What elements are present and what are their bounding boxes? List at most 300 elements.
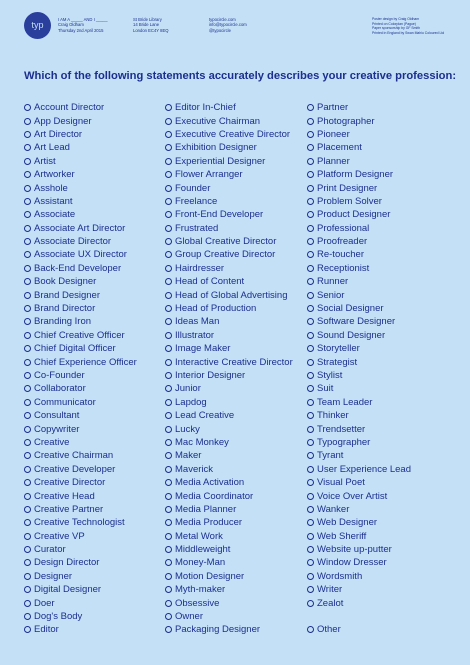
option-item[interactable] — [165, 342, 293, 355]
option-item[interactable] — [307, 530, 411, 543]
radio-circle-icon[interactable] — [24, 171, 31, 178]
header-venue-address — [133, 17, 169, 33]
radio-circle-icon[interactable] — [307, 479, 314, 486]
option-item[interactable] — [307, 168, 411, 181]
option-item[interactable] — [165, 396, 293, 409]
radio-circle-icon[interactable] — [165, 318, 172, 325]
radio-circle-icon[interactable] — [307, 144, 314, 151]
option-label: Runner — [317, 276, 349, 288]
option-item[interactable] — [165, 409, 293, 422]
option-item[interactable] — [24, 422, 137, 435]
radio-circle-icon[interactable] — [165, 198, 172, 205]
radio-circle-icon[interactable] — [307, 225, 314, 232]
radio-circle-icon[interactable] — [165, 533, 172, 540]
radio-circle-icon[interactable] — [165, 278, 172, 285]
radio-circle-icon[interactable] — [165, 466, 172, 473]
radio-circle-icon[interactable] — [24, 399, 31, 406]
radio-circle-icon[interactable] — [24, 466, 31, 473]
option-item[interactable] — [165, 436, 293, 449]
option-item[interactable] — [307, 302, 411, 315]
option-item[interactable] — [24, 155, 137, 168]
option-item[interactable] — [165, 503, 293, 516]
radio-circle-icon[interactable] — [165, 144, 172, 151]
radio-circle-icon[interactable] — [165, 345, 172, 352]
option-item[interactable] — [165, 476, 293, 489]
option-item[interactable] — [307, 248, 411, 261]
option-item[interactable] — [165, 489, 293, 502]
option-label: Asshole — [34, 182, 68, 194]
option-item[interactable] — [24, 315, 137, 328]
option-label: Associate — [34, 209, 76, 221]
radio-circle-icon[interactable] — [165, 332, 172, 339]
option-item[interactable] — [165, 155, 293, 168]
option-item[interactable] — [24, 396, 137, 409]
option-label: Creative Partner — [34, 503, 104, 515]
radio-circle-icon[interactable] — [165, 225, 172, 232]
option-item[interactable] — [165, 101, 293, 114]
radio-circle-icon[interactable] — [24, 479, 31, 486]
option-item[interactable] — [307, 262, 411, 275]
option-item[interactable] — [24, 114, 137, 127]
radio-circle-icon[interactable] — [165, 613, 172, 620]
option-item[interactable] — [307, 409, 411, 422]
radio-circle-icon[interactable] — [165, 305, 172, 312]
radio-circle-icon[interactable] — [24, 332, 31, 339]
option-item[interactable] — [307, 235, 411, 248]
radio-circle-icon[interactable] — [24, 372, 31, 379]
option-label: Chief Creative Officer — [34, 329, 125, 341]
option-label: Head of Content — [175, 276, 245, 288]
radio-circle-icon[interactable] — [24, 385, 31, 392]
radio-circle-icon[interactable] — [307, 493, 314, 500]
radio-circle-icon[interactable] — [307, 318, 314, 325]
option-label: Packaging Designer — [175, 624, 261, 636]
option-item[interactable] — [307, 181, 411, 194]
option-label: Senior — [317, 289, 345, 301]
header-line: typocircle.com — [209, 17, 236, 22]
option-item[interactable] — [165, 449, 293, 462]
option-item[interactable] — [165, 288, 293, 301]
option-label: Group Creative Director — [175, 249, 276, 261]
option-item[interactable] — [24, 489, 137, 502]
option-label: Pioneer — [317, 128, 350, 140]
option-item[interactable] — [165, 302, 293, 315]
radio-circle-icon[interactable] — [307, 533, 314, 540]
option-label: Media Producer — [175, 517, 243, 529]
radio-circle-icon[interactable] — [307, 265, 314, 272]
option-item[interactable] — [307, 503, 411, 516]
option-item[interactable] — [165, 530, 293, 543]
radio-circle-icon[interactable] — [165, 359, 172, 366]
header-line: St Bride Library — [133, 17, 162, 22]
option-label: Print Designer — [317, 182, 378, 194]
radio-circle-icon[interactable] — [165, 426, 172, 433]
option-item[interactable] — [307, 422, 411, 435]
option-label: Social Designer — [317, 303, 384, 315]
radio-circle-icon[interactable] — [307, 118, 314, 125]
option-label: Editor In-Chief — [175, 102, 236, 114]
option-label: Lead Creative — [175, 410, 235, 422]
radio-circle-icon[interactable] — [307, 426, 314, 433]
radio-circle-icon[interactable] — [307, 586, 314, 593]
options-column-2 — [165, 101, 293, 637]
option-item[interactable] — [24, 342, 137, 355]
option-item[interactable] — [165, 195, 293, 208]
radio-circle-icon[interactable] — [307, 399, 314, 406]
option-item[interactable] — [24, 222, 137, 235]
option-label: Junior — [175, 383, 201, 395]
radio-circle-icon[interactable] — [165, 131, 172, 138]
option-item[interactable] — [165, 422, 293, 435]
header-event-info — [58, 17, 108, 33]
option-item[interactable] — [165, 382, 293, 395]
radio-circle-icon[interactable] — [165, 185, 172, 192]
radio-circle-icon[interactable] — [307, 372, 314, 379]
option-label: Team Leader — [317, 396, 373, 408]
radio-circle-icon[interactable] — [24, 426, 31, 433]
option-item[interactable] — [165, 275, 293, 288]
option-item[interactable] — [165, 315, 293, 328]
option-item[interactable] — [307, 114, 411, 127]
radio-circle-icon[interactable] — [307, 332, 314, 339]
radio-circle-icon[interactable] — [165, 265, 172, 272]
radio-circle-icon[interactable] — [307, 185, 314, 192]
option-item[interactable] — [24, 369, 137, 382]
option-item[interactable] — [165, 262, 293, 275]
header-contact — [209, 17, 247, 33]
radio-circle-icon[interactable] — [24, 506, 31, 513]
radio-circle-icon[interactable] — [165, 600, 172, 607]
option-item[interactable] — [165, 141, 293, 154]
radio-circle-icon[interactable] — [307, 131, 314, 138]
option-item[interactable] — [24, 409, 137, 422]
option-item[interactable] — [307, 101, 411, 114]
radio-circle-icon[interactable] — [165, 479, 172, 486]
option-item[interactable] — [307, 556, 411, 569]
radio-circle-icon[interactable] — [307, 359, 314, 366]
option-label: Web Designer — [317, 517, 378, 529]
option-item[interactable] — [307, 543, 411, 556]
option-item[interactable] — [24, 610, 137, 623]
option-item[interactable] — [24, 141, 137, 154]
option-label: Maverick — [175, 463, 214, 475]
option-label: Illustrator — [175, 329, 215, 341]
option-item[interactable] — [165, 235, 293, 248]
option-item[interactable] — [165, 369, 293, 382]
option-item[interactable] — [307, 436, 411, 449]
option-item[interactable] — [307, 275, 411, 288]
option-label: Wanker — [317, 503, 350, 515]
option-item[interactable] — [307, 155, 411, 168]
radio-circle-icon[interactable] — [24, 278, 31, 285]
option-label: Art Lead — [34, 142, 70, 154]
option-item[interactable] — [307, 596, 411, 609]
radio-circle-icon[interactable] — [307, 305, 314, 312]
option-item[interactable] — [165, 181, 293, 194]
option-label: Software Designer — [317, 316, 396, 328]
question-heading: Which of the following statements accurately describes your creative profession: — [24, 70, 457, 82]
radio-circle-icon[interactable] — [165, 573, 172, 580]
radio-circle-icon[interactable] — [24, 533, 31, 540]
radio-circle-icon[interactable] — [307, 559, 314, 566]
radio-circle-icon[interactable] — [24, 158, 31, 165]
radio-circle-icon[interactable] — [165, 171, 172, 178]
option-item-other[interactable] — [307, 623, 411, 636]
radio-circle-icon[interactable] — [307, 412, 314, 419]
header-line: Printed on Colorplan (Pague) — [372, 21, 416, 26]
option-label: Myth-maker — [175, 584, 226, 596]
radio-circle-icon[interactable] — [165, 586, 172, 593]
radio-circle-icon[interactable] — [24, 600, 31, 607]
option-item[interactable] — [165, 248, 293, 261]
option-label: Problem Solver — [317, 195, 382, 207]
radio-circle-icon[interactable] — [307, 519, 314, 526]
radio-circle-icon[interactable] — [307, 198, 314, 205]
radio-circle-icon[interactable] — [24, 318, 31, 325]
radio-circle-icon[interactable] — [307, 251, 314, 258]
option-item[interactable] — [165, 543, 293, 556]
radio-circle-icon[interactable] — [307, 238, 314, 245]
radio-circle-icon[interactable] — [307, 600, 314, 607]
radio-circle-icon[interactable] — [24, 586, 31, 593]
option-label: Consultant — [34, 410, 80, 422]
option-item[interactable] — [307, 128, 411, 141]
option-item[interactable] — [307, 489, 411, 502]
option-item[interactable] — [307, 342, 411, 355]
radio-circle-icon[interactable] — [24, 573, 31, 580]
typocircle-logo: typ — [24, 12, 51, 39]
radio-circle-icon[interactable] — [24, 546, 31, 553]
option-item[interactable] — [24, 275, 137, 288]
radio-circle-icon[interactable] — [24, 345, 31, 352]
option-item[interactable] — [24, 355, 137, 368]
option-item[interactable] — [24, 235, 137, 248]
option-item[interactable] — [307, 396, 411, 409]
option-item[interactable] — [307, 222, 411, 235]
option-item[interactable] — [24, 530, 137, 543]
radio-circle-icon[interactable] — [307, 278, 314, 285]
radio-circle-icon[interactable] — [24, 519, 31, 526]
radio-circle-icon[interactable] — [165, 452, 172, 459]
option-label: Art Director — [34, 128, 83, 140]
option-item[interactable] — [24, 436, 137, 449]
radio-circle-icon[interactable] — [165, 158, 172, 165]
option-label: Creative Director — [34, 477, 106, 489]
option-label: Window Dresser — [317, 557, 387, 569]
option-item[interactable] — [165, 610, 293, 623]
option-label: Suit — [317, 383, 334, 395]
option-item[interactable] — [165, 623, 293, 636]
radio-circle-icon[interactable] — [24, 452, 31, 459]
option-item[interactable] — [307, 355, 411, 368]
option-label: Re-toucher — [317, 249, 364, 261]
radio-circle-icon[interactable] — [307, 385, 314, 392]
radio-circle-icon[interactable] — [24, 292, 31, 299]
radio-circle-icon[interactable] — [24, 185, 31, 192]
radio-circle-icon[interactable] — [24, 439, 31, 446]
option-item[interactable] — [24, 476, 137, 489]
radio-circle-icon[interactable] — [24, 613, 31, 620]
option-item[interactable] — [24, 623, 137, 636]
option-label: Wordsmith — [317, 570, 363, 582]
radio-circle-icon[interactable] — [307, 452, 314, 459]
radio-circle-icon[interactable] — [165, 211, 172, 218]
radio-circle-icon[interactable] — [165, 626, 172, 633]
option-item[interactable] — [24, 262, 137, 275]
option-item[interactable] — [165, 570, 293, 583]
option-item[interactable] — [307, 195, 411, 208]
option-label: Tyrant — [317, 450, 344, 462]
radio-circle-icon[interactable] — [165, 104, 172, 111]
radio-circle-icon[interactable] — [307, 506, 314, 513]
radio-circle-icon[interactable] — [24, 626, 31, 633]
radio-circle-icon[interactable] — [165, 546, 172, 553]
radio-circle-icon[interactable] — [165, 118, 172, 125]
option-item[interactable] — [165, 463, 293, 476]
option-item[interactable] — [24, 288, 137, 301]
option-item[interactable] — [24, 382, 137, 395]
radio-circle-icon[interactable] — [307, 439, 314, 446]
option-item[interactable] — [165, 556, 293, 569]
option-label: Book Designer — [34, 276, 97, 288]
option-item[interactable] — [165, 222, 293, 235]
option-label: Sound Designer — [317, 329, 386, 341]
option-item[interactable] — [24, 516, 137, 529]
option-item[interactable] — [165, 208, 293, 221]
option-item[interactable] — [307, 449, 411, 462]
option-item[interactable] — [24, 596, 137, 609]
option-item[interactable] — [165, 329, 293, 342]
option-item[interactable] — [24, 543, 137, 556]
option-label: Digital Designer — [34, 584, 102, 596]
option-item[interactable] — [165, 355, 293, 368]
option-item[interactable] — [24, 556, 137, 569]
radio-circle-icon[interactable] — [307, 104, 314, 111]
radio-circle-icon[interactable] — [24, 238, 31, 245]
option-item[interactable] — [24, 168, 137, 181]
option-item[interactable] — [24, 181, 137, 194]
option-label: Ideas Man — [175, 316, 220, 328]
option-item[interactable] — [24, 570, 137, 583]
option-item[interactable] — [24, 248, 137, 261]
radio-circle-icon[interactable] — [307, 292, 314, 299]
option-label: Lucky — [175, 423, 200, 435]
radio-circle-icon[interactable] — [165, 251, 172, 258]
radio-circle-icon[interactable] — [307, 573, 314, 580]
option-item[interactable] — [307, 329, 411, 342]
option-label: Image Maker — [175, 343, 231, 355]
option-label: Metal Work — [175, 530, 223, 542]
option-label: Typographer — [317, 436, 371, 448]
radio-circle-icon[interactable] — [24, 251, 31, 258]
radio-circle-icon[interactable] — [307, 171, 314, 178]
option-label: Brand Designer — [34, 289, 101, 301]
option-item[interactable] — [307, 369, 411, 382]
option-item[interactable] — [307, 382, 411, 395]
option-item[interactable] — [307, 476, 411, 489]
option-item[interactable] — [165, 516, 293, 529]
radio-circle-icon[interactable] — [165, 519, 172, 526]
radio-circle-icon[interactable] — [165, 493, 172, 500]
option-label: Interior Designer — [175, 370, 246, 381]
option-item[interactable] — [307, 570, 411, 583]
radio-circle-icon[interactable] — [307, 211, 314, 218]
radio-circle-icon[interactable] — [24, 265, 31, 272]
radio-circle-icon[interactable] — [24, 225, 31, 232]
radio-circle-icon[interactable] — [165, 292, 172, 299]
option-label: Stylist — [317, 370, 343, 381]
option-item[interactable] — [24, 101, 137, 114]
radio-circle-icon[interactable] — [24, 412, 31, 419]
radio-circle-icon[interactable] — [24, 118, 31, 125]
radio-circle-icon[interactable] — [165, 559, 172, 566]
option-label: User Experience Lead — [317, 463, 411, 475]
option-label: Lapdog — [175, 396, 207, 408]
radio-circle-icon[interactable] — [307, 546, 314, 553]
option-item[interactable] — [307, 516, 411, 529]
radio-circle-icon[interactable] — [24, 211, 31, 218]
option-item[interactable] — [24, 302, 137, 315]
option-label: Writer — [317, 584, 343, 596]
option-item[interactable] — [165, 596, 293, 609]
option-label: App Designer — [34, 115, 92, 127]
option-item[interactable] — [165, 168, 293, 181]
option-item[interactable] — [165, 128, 293, 141]
option-item[interactable] — [24, 503, 137, 516]
option-item[interactable] — [24, 208, 137, 221]
option-item[interactable] — [307, 315, 411, 328]
option-item[interactable] — [307, 288, 411, 301]
radio-circle-icon[interactable] — [24, 493, 31, 500]
radio-circle-icon[interactable] — [307, 626, 314, 633]
option-item[interactable] — [24, 449, 137, 462]
radio-circle-icon[interactable] — [24, 198, 31, 205]
option-item[interactable] — [165, 583, 293, 596]
option-item[interactable] — [24, 128, 137, 141]
radio-circle-icon[interactable] — [165, 238, 172, 245]
radio-circle-icon[interactable] — [24, 359, 31, 366]
radio-circle-icon[interactable] — [165, 372, 172, 379]
radio-circle-icon[interactable] — [165, 412, 172, 419]
radio-circle-icon[interactable] — [165, 385, 172, 392]
option-item[interactable] — [24, 583, 137, 596]
options-column-3 — [307, 101, 411, 637]
radio-circle-icon[interactable] — [165, 506, 172, 513]
option-label: Associate Art Director — [34, 222, 126, 234]
radio-circle-icon[interactable] — [24, 559, 31, 566]
option-item[interactable] — [24, 329, 137, 342]
radio-circle-icon[interactable] — [165, 399, 172, 406]
radio-circle-icon[interactable] — [24, 305, 31, 312]
radio-circle-icon[interactable] — [24, 104, 31, 111]
option-item[interactable] — [165, 114, 293, 127]
radio-circle-icon[interactable] — [24, 144, 31, 151]
option-item[interactable] — [24, 463, 137, 476]
option-label: Obsessive — [175, 597, 220, 609]
radio-circle-icon[interactable] — [307, 158, 314, 165]
radio-circle-icon[interactable] — [307, 345, 314, 352]
option-label: Executive Chairman — [175, 115, 261, 127]
header-line: 14 Bride Lane — [133, 22, 160, 28]
option-item[interactable] — [24, 195, 137, 208]
radio-circle-icon[interactable] — [165, 439, 172, 446]
option-item[interactable] — [307, 463, 411, 476]
option-item[interactable] — [307, 208, 411, 221]
option-item[interactable] — [307, 141, 411, 154]
radio-circle-icon[interactable] — [24, 131, 31, 138]
option-item[interactable] — [307, 583, 411, 596]
radio-circle-icon[interactable] — [307, 466, 314, 473]
